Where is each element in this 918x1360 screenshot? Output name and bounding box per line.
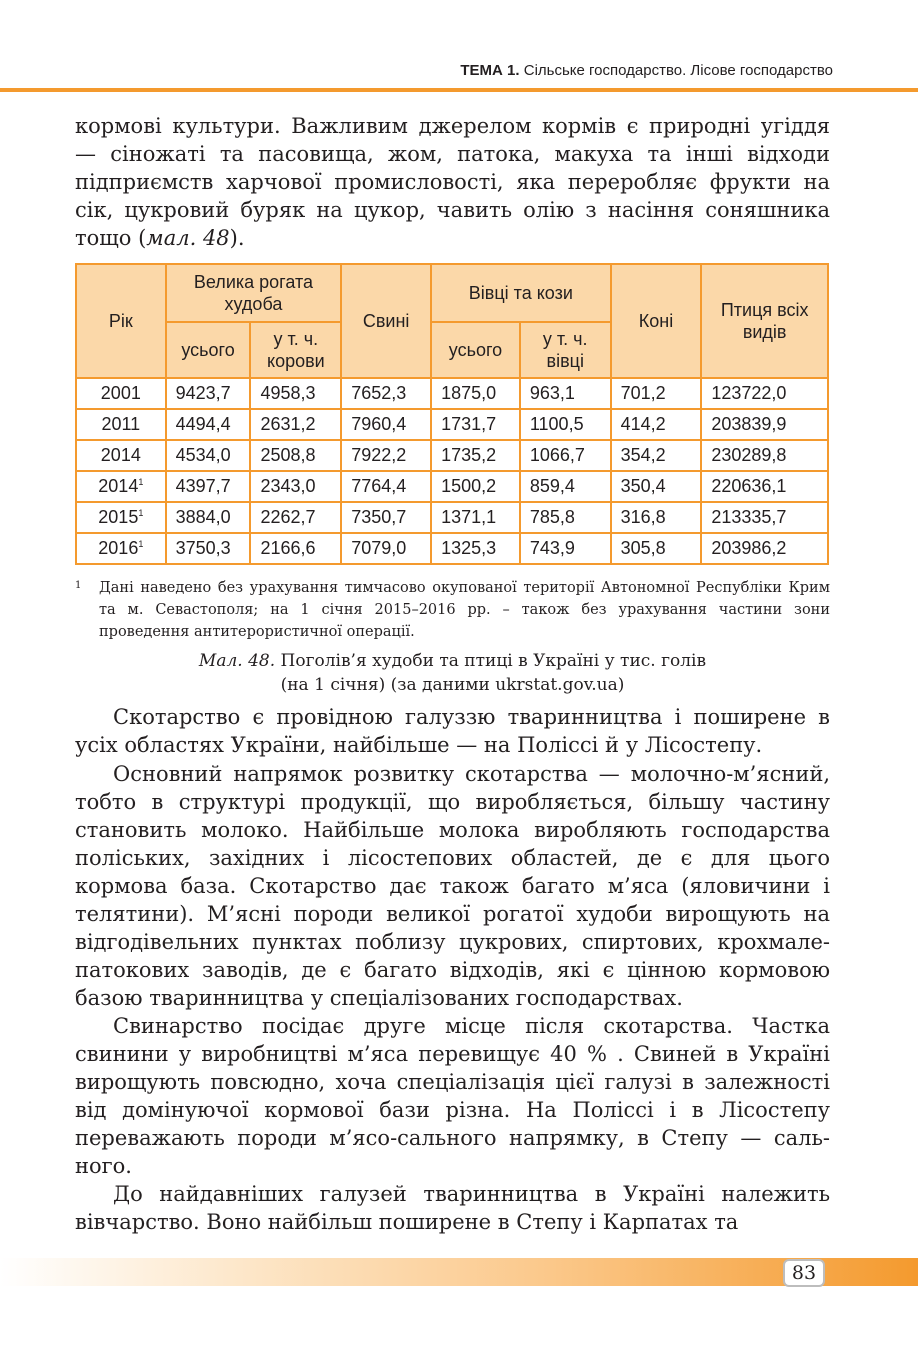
year-cell	[76, 471, 166, 502]
value-cell: 2262,7	[250, 502, 341, 533]
paragraph-sheep: До найдавніших галузей тваринництва в Україні належить вівчарство. Воно найбільш поширене в Степу і Карпатах та	[75, 1182, 830, 1234]
value-cell: 2343,0	[250, 471, 341, 502]
value-cell: 203986,2	[701, 533, 828, 564]
year-value: 2015	[98, 507, 139, 527]
value-cell: 1371,1	[431, 502, 520, 533]
value-cell: 4534,0	[166, 440, 251, 471]
year-value: 2011	[101, 414, 141, 434]
value-cell: 123722,0	[701, 378, 828, 409]
value-cell: 4958,3	[250, 378, 341, 409]
value-cell: 354,2	[611, 440, 702, 471]
figure-caption	[75, 649, 830, 697]
value-cell: 1066,7	[520, 440, 611, 471]
value-cell: 203839,9	[701, 409, 828, 440]
header-year: Рік	[76, 264, 166, 378]
caption-line2: (на 1 січня) (за даними ukrstat.gov.ua)	[280, 675, 625, 695]
value-cell: 701,2	[611, 378, 702, 409]
year-cell	[76, 440, 166, 471]
table-row	[76, 409, 828, 440]
value-cell: 3884,0	[166, 502, 251, 533]
year-cell	[76, 502, 166, 533]
page-number: 83	[783, 1259, 825, 1287]
value-cell: 220636,1	[701, 471, 828, 502]
value-cell: 350,4	[611, 471, 702, 502]
footnote-ref: 1	[138, 539, 144, 549]
value-cell: 1735,2	[431, 440, 520, 471]
footnote-text: Дані наведено без урахування тимчасово окупованої території Автономної Республіки Крим та м. Севастополя; на 1 січня 2015–2016 рр. – також без урахування частини зони проведення антитерористичної операції.	[99, 580, 830, 640]
value-cell: 785,8	[520, 502, 611, 533]
value-cell: 1875,0	[431, 378, 520, 409]
value-cell: 7350,7	[341, 502, 431, 533]
value-cell: 1500,2	[431, 471, 520, 502]
header-horses: Коні	[611, 264, 702, 378]
value-cell: 1100,5	[520, 409, 611, 440]
footer-band	[0, 1258, 918, 1286]
header-cattle-total: усього	[166, 322, 251, 378]
header-cattle-cows: у т. ч. корови	[250, 322, 341, 378]
caption-line1: Поголів’я худоби та птиці в Україні у тис. голів	[280, 651, 707, 671]
caption-label: Мал. 48.	[198, 651, 276, 671]
paragraph-cattle-direction: Основний напрямок розвитку скотарства — молочно-м’ясний, тобто в структурі продукції, що виробляється, більшу частину становить молоко. Найбільше молока виробляють господарства поліських, західних і лісостепових областей, де є для цього кормова база. Скотарство дає також багато м’яса (яловичини і телятини). М’ясні породи великої рогатої худоби вирощують на відгодівельних пунктах поблизу цукрових, спиртових, крохмале-патокових заводів, де є багато відходів, які є цінною кормовою базою тваринництва у спеціалізованих господарствах.	[75, 762, 830, 1010]
year-cell	[76, 378, 166, 409]
value-cell: 9423,7	[166, 378, 251, 409]
intro-text: кормові культури. Важливим джерелом кормів є природні угіддя — сіножаті та пасовища, жом, патока, макуха та інші відходи підприємств харчової промисловості, яка переробляє фрукти на сік, цукровий буряк на цукор, чавить олію з насіння соняшника тощо (	[75, 114, 830, 250]
value-cell: 859,4	[520, 471, 611, 502]
header-rule	[0, 88, 918, 92]
value-cell: 7764,4	[341, 471, 431, 502]
footnote-ref: 1	[138, 508, 144, 518]
table-row	[76, 440, 828, 471]
figure-reference: мал. 48	[146, 226, 230, 250]
table-row	[76, 471, 828, 502]
footnote-mark: 1	[75, 580, 82, 591]
value-cell: 7079,0	[341, 533, 431, 564]
paragraph-pigs: Свинарство посідає друге місце після скотарства. Частка свинини у виробництві м’яса перевищує 40 % . Свиней в Україні вирощують повсюдно, хоча спеціалізація цієї галузі в залежності від домінуючої кормової бази різна. На Поліссі і в Лісостепу переважають породи м’ясо-сального напрямку, в Степу — сального.	[75, 1014, 830, 1178]
header-sheep-only: у т. ч. вівці	[520, 322, 611, 378]
year-cell	[76, 409, 166, 440]
header-sheep-total: усього	[431, 322, 520, 378]
footnote-ref: 1	[138, 477, 144, 487]
value-cell: 4494,4	[166, 409, 251, 440]
table-row	[76, 378, 828, 409]
value-cell: 743,9	[520, 533, 611, 564]
value-cell: 230289,8	[701, 440, 828, 471]
topic-label: ТЕМА 1.	[460, 62, 520, 79]
value-cell: 316,8	[611, 502, 702, 533]
running-header	[460, 62, 833, 79]
value-cell: 2508,8	[250, 440, 341, 471]
value-cell: 7960,4	[341, 409, 431, 440]
value-cell: 1325,3	[431, 533, 520, 564]
value-cell: 414,2	[611, 409, 702, 440]
header-pigs: Свині	[341, 264, 431, 378]
header-cattle: Велика рогата худоба	[166, 264, 342, 322]
value-cell: 1731,7	[431, 409, 520, 440]
value-cell: 7922,2	[341, 440, 431, 471]
year-value: 2014	[98, 476, 139, 496]
value-cell: 7652,3	[341, 378, 431, 409]
year-cell	[76, 533, 166, 564]
table-row	[76, 533, 828, 564]
value-cell: 305,8	[611, 533, 702, 564]
table-row	[76, 502, 828, 533]
year-value: 2001	[100, 383, 141, 403]
table-footnote	[75, 577, 830, 643]
value-cell: 4397,7	[166, 471, 251, 502]
intro-end: ).	[229, 226, 245, 250]
value-cell: 2166,6	[250, 533, 341, 564]
intro-paragraph	[75, 112, 830, 252]
header-poultry: Птиця всіх видів	[701, 264, 828, 378]
value-cell: 213335,7	[701, 502, 828, 533]
value-cell: 2631,2	[250, 409, 341, 440]
year-value: 2016	[98, 538, 139, 558]
value-cell: 3750,3	[166, 533, 251, 564]
value-cell: 963,1	[520, 378, 611, 409]
livestock-table	[75, 263, 829, 565]
year-value: 2014	[100, 445, 141, 465]
paragraph-cattle: Скотарство є провідною галуззю тваринництва і поширене в усіх областях України, найбільше — на Поліссі й у Лісостепу.	[75, 705, 830, 757]
header-sheep-goats: Вівці та кози	[431, 264, 611, 322]
topic-subtitle: Сільське господарство. Лісове господарство	[523, 62, 833, 79]
